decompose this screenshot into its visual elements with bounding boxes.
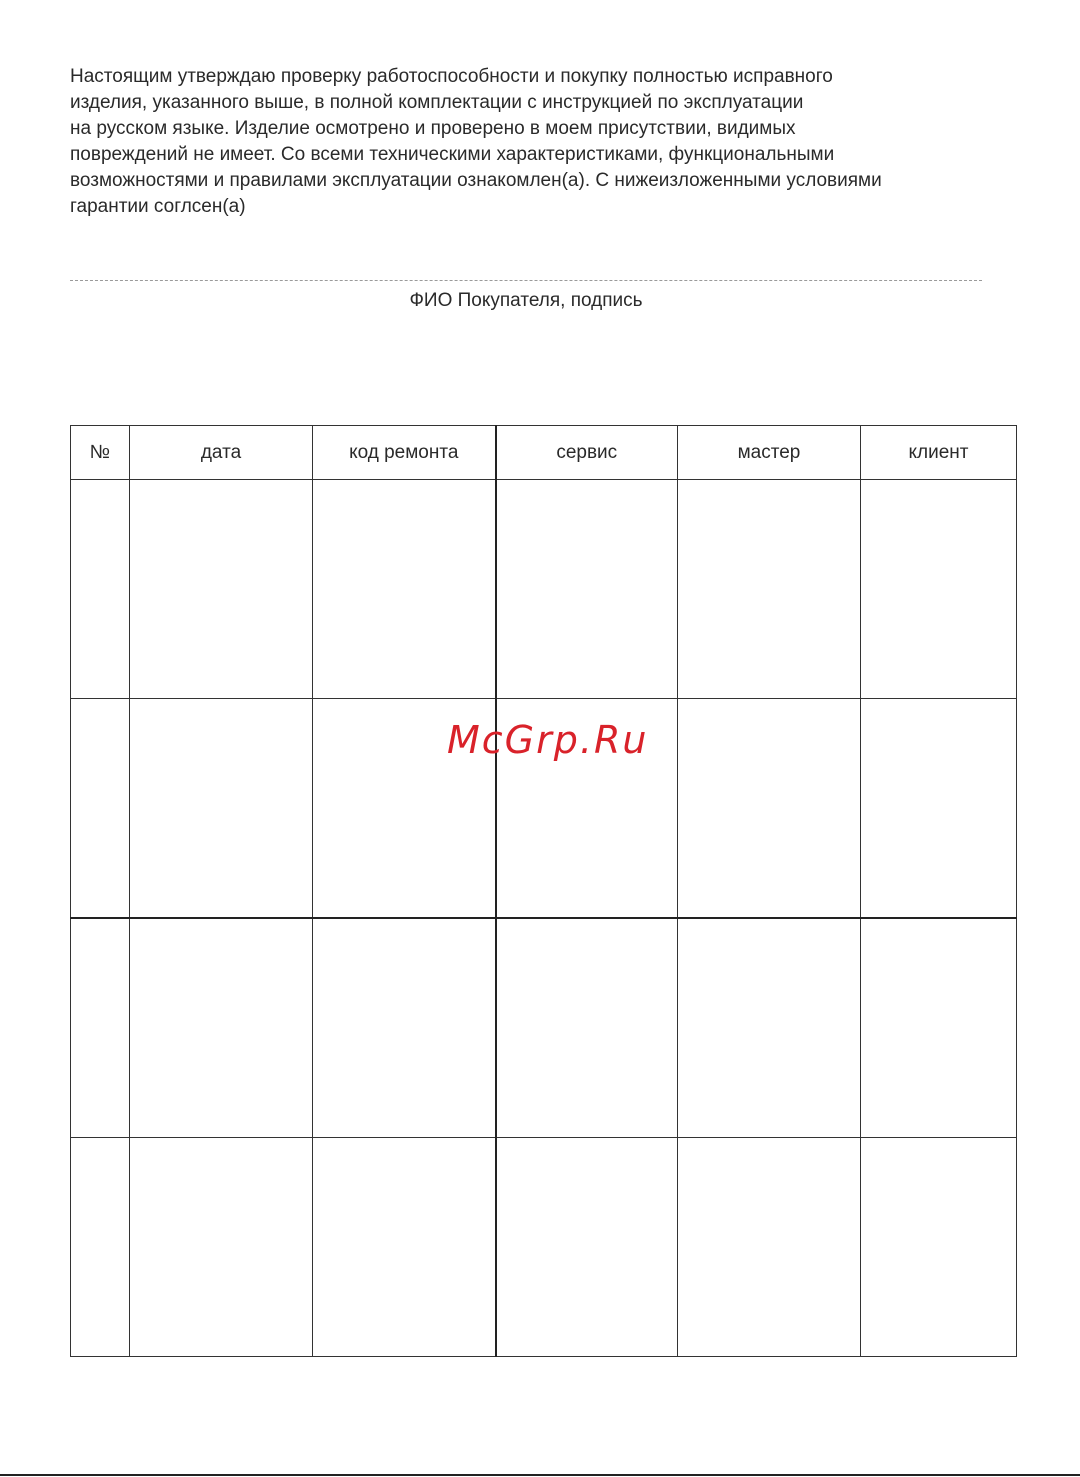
cell-repair-code[interactable] (313, 918, 496, 1138)
cell-date[interactable] (130, 480, 313, 699)
table-row (71, 918, 1017, 1138)
cell-client[interactable] (861, 1138, 1017, 1357)
cell-master[interactable] (678, 699, 861, 919)
cell-service[interactable] (496, 480, 678, 699)
cell-date[interactable] (130, 1138, 313, 1357)
cell-master[interactable] (678, 918, 861, 1138)
cell-client[interactable] (861, 918, 1017, 1138)
signature-line[interactable] (70, 280, 982, 281)
statement-line: изделия, указанного выше, в полной комплектации с инструкцией по эксплуатации (70, 92, 804, 113)
header-repair-code: код ремонта (313, 426, 496, 480)
cell-number[interactable] (71, 918, 130, 1138)
header-client: клиент (861, 426, 1017, 480)
cell-client[interactable] (861, 699, 1017, 919)
cell-repair-code[interactable] (313, 1138, 496, 1357)
cell-client[interactable] (861, 480, 1017, 699)
table-row (71, 480, 1017, 699)
table-header-row (71, 426, 1017, 480)
cell-number[interactable] (71, 480, 130, 699)
cell-date[interactable] (130, 699, 313, 919)
statement-line: на русском языке. Изделие осмотрено и проверено в моем присутствии, видимых (70, 118, 796, 139)
table-row (71, 1138, 1017, 1357)
statement-line: Настоящим утверждаю проверку работоспособности и покупку полностью исправного (70, 66, 833, 87)
header-service: сервис (496, 426, 678, 480)
cell-master[interactable] (678, 480, 861, 699)
header-number: № (71, 426, 130, 480)
header-master: мастер (678, 426, 861, 480)
warranty-statement (70, 64, 1000, 220)
cell-service[interactable] (496, 1138, 678, 1357)
cell-repair-code[interactable] (313, 480, 496, 699)
cell-service[interactable] (496, 918, 678, 1138)
page-bottom-rule (0, 1474, 1080, 1476)
signature-label: ФИО Покупателя, подпись (409, 290, 643, 311)
statement-line: повреждений не имеет. Со всеми техническими характеристиками, функциональными (70, 144, 835, 165)
service-log-table (70, 425, 1017, 1357)
cell-number[interactable] (71, 699, 130, 919)
cell-number[interactable] (71, 1138, 130, 1357)
statement-line: возможностями и правилами эксплуатации ознакомлен(а). С нижеизложенными условиями (70, 170, 882, 191)
cell-master[interactable] (678, 1138, 861, 1357)
cell-date[interactable] (130, 918, 313, 1138)
statement-line: гарантии соглсен(а) (70, 196, 246, 217)
watermark-logo: McGrp.Ru (447, 718, 649, 762)
header-date: дата (130, 426, 313, 480)
